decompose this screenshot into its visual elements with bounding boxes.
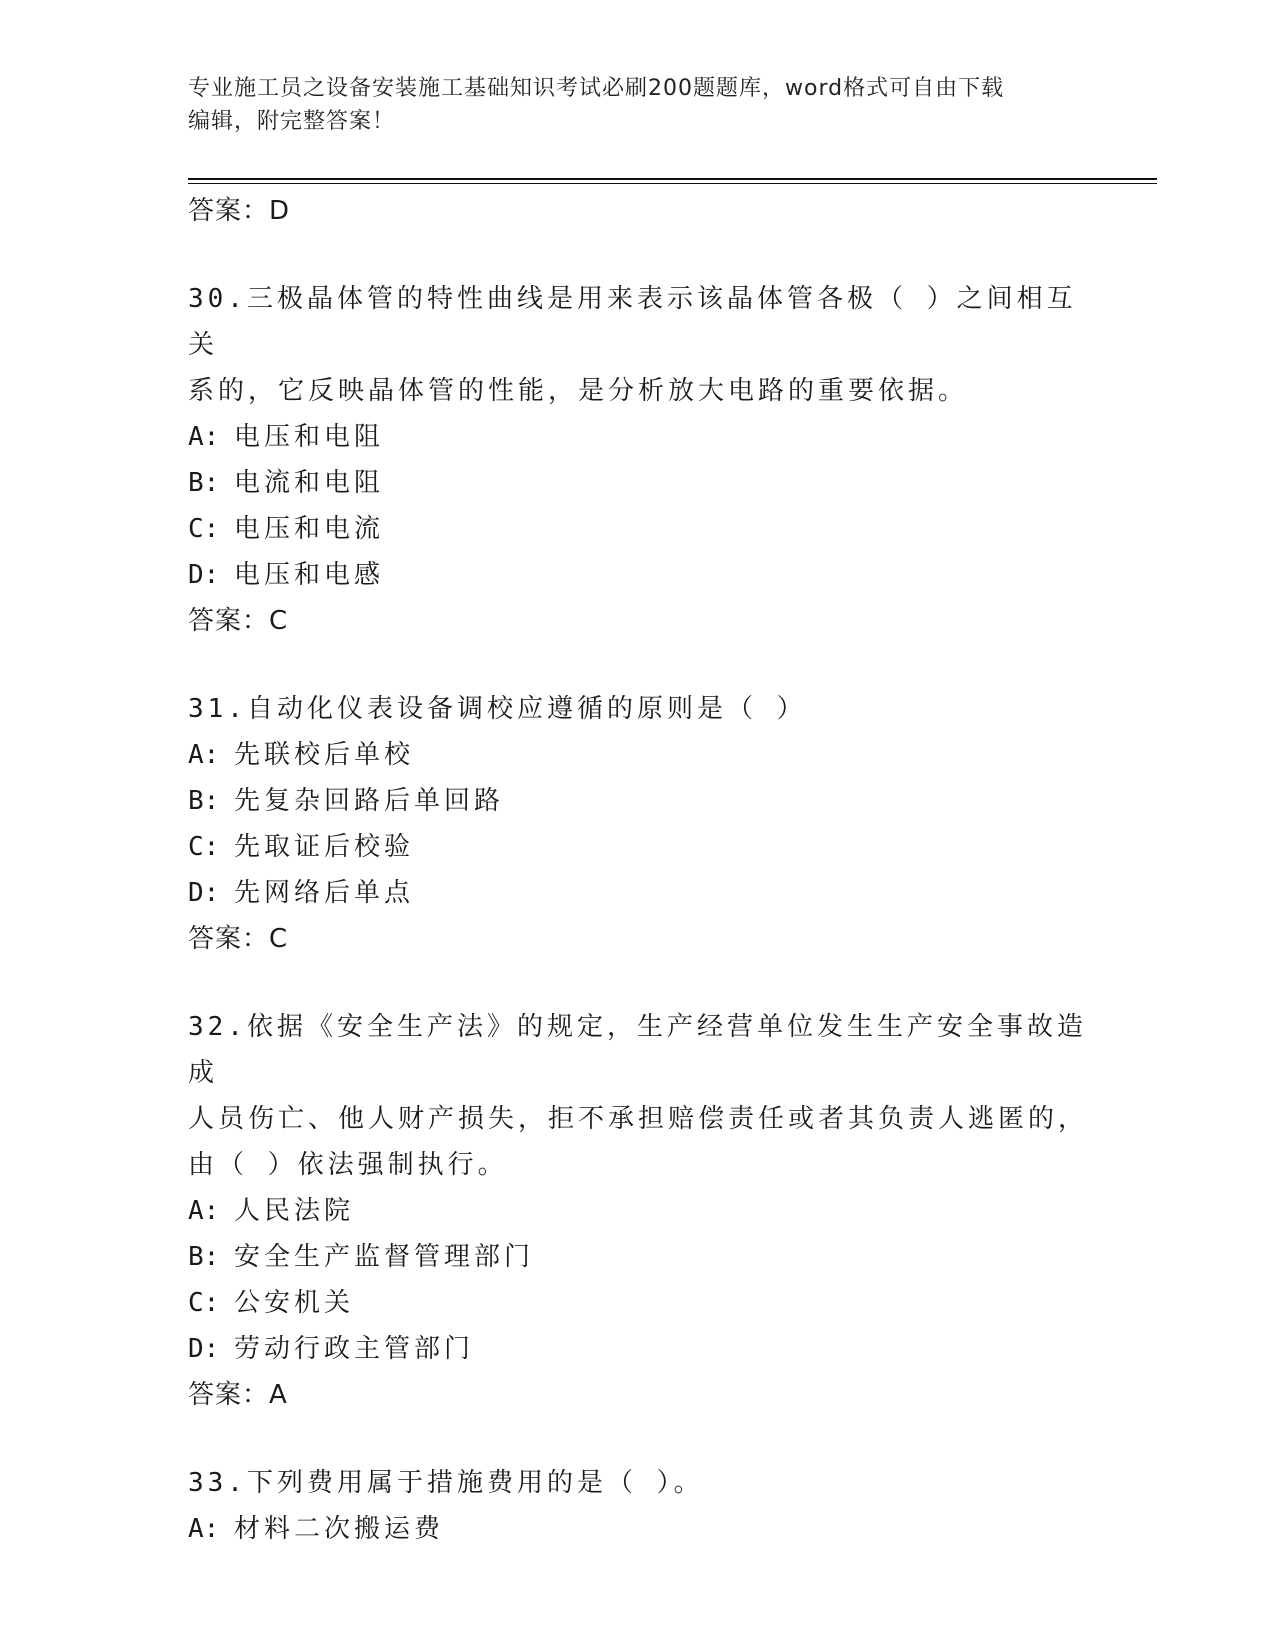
question-stem-line: 32.依据《安全生产法》的规定，生产经营单位发生生产安全事故造成 (188, 1012, 1087, 1088)
option-a (188, 732, 1088, 778)
option-a (188, 1506, 1088, 1552)
option-letter: C: (188, 514, 220, 544)
question-list (188, 188, 1088, 1552)
document-header (188, 72, 1088, 138)
answer-line: 答案：D (188, 196, 291, 226)
option-b (188, 460, 1088, 506)
header-line-1: 专业施工员之设备安装施工基础知识考试必刷200题题库，word格式可自由下载 (188, 76, 1005, 101)
question-33 (188, 1460, 1088, 1552)
option-letter: A: (188, 1514, 220, 1544)
option-letter: A: (188, 1196, 220, 1226)
option-b (188, 778, 1088, 824)
option-a (188, 414, 1088, 460)
option-d (188, 1326, 1088, 1372)
question-stem-line: 人员伤亡、他人财产损失，拒不承担赔偿责任或者其负责人逃匿的， (188, 1104, 1089, 1134)
question-stem-line: 由（ ）依法强制执行。 (188, 1150, 508, 1180)
option-letter: D: (188, 560, 220, 590)
question-32 (188, 1004, 1088, 1418)
question-stem-line: 30.三极晶体管的特性曲线是用来表示该晶体管各极（ ）之间相互关 (188, 284, 1077, 360)
option-d (188, 870, 1088, 916)
option-text: 电压和电感 (234, 560, 385, 590)
option-text: 电压和电阻 (234, 422, 385, 452)
option-c (188, 824, 1088, 870)
answer-line: 答案：A (188, 1380, 288, 1410)
option-text: 电压和电流 (234, 514, 385, 544)
option-text: 劳动行政主管部门 (234, 1334, 475, 1364)
option-text: 电流和电阻 (234, 468, 385, 498)
answer-line: 答案：C (188, 924, 289, 954)
question-stem-line: 33.下列费用属于措施费用的是（ ）。 (188, 1468, 704, 1498)
option-text: 公安机关 (234, 1288, 355, 1318)
option-c (188, 1280, 1088, 1326)
answer-line: 答案：C (188, 606, 289, 636)
question-stem-line: 系的，它反映晶体管的性能，是分析放大电路的重要依据。 (188, 376, 969, 406)
option-c (188, 506, 1088, 552)
option-letter: B: (188, 786, 220, 816)
option-a (188, 1188, 1088, 1234)
option-letter: D: (188, 878, 220, 908)
option-letter: C: (188, 1288, 220, 1318)
header-line-2: 编辑，附完整答案！ (188, 109, 396, 134)
option-letter: B: (188, 468, 220, 498)
option-b (188, 1234, 1088, 1280)
option-letter: A: (188, 422, 220, 452)
option-letter: D: (188, 1334, 220, 1364)
header-divider-thick (188, 178, 1157, 180)
option-letter: A: (188, 740, 220, 770)
question-stem-line: 31.自动化仪表设备调校应遵循的原则是（ ） (188, 694, 807, 724)
question-31 (188, 686, 1088, 962)
option-text: 材料二次搬运费 (234, 1514, 445, 1544)
option-letter: C: (188, 832, 220, 862)
option-letter: B: (188, 1242, 220, 1272)
option-text: 人民法院 (234, 1196, 355, 1226)
question-30 (188, 276, 1088, 644)
option-text: 先复杂回路后单回路 (234, 786, 505, 816)
option-text: 先网络后单点 (234, 878, 415, 908)
option-text: 安全生产监督管理部门 (234, 1242, 535, 1272)
option-text: 先联校后单校 (234, 740, 415, 770)
option-d (188, 552, 1088, 598)
option-text: 先取证后校验 (234, 832, 415, 862)
header-divider-thin (188, 183, 1157, 184)
